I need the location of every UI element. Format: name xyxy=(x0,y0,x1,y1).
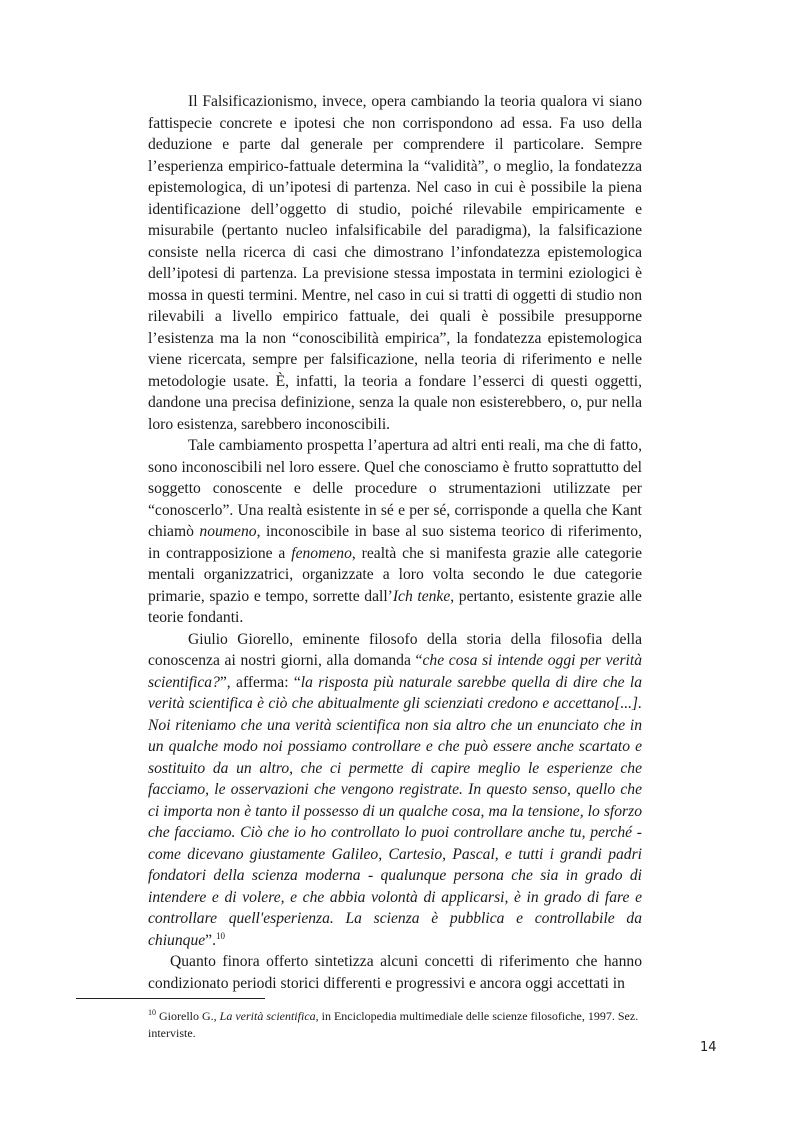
footnote xyxy=(148,1008,648,1042)
footnote-title: La verità scientifica xyxy=(219,1009,316,1023)
footnote-details: , in Enciclopedia multimediale delle scienze filosofiche, 1997. Sez. interviste. xyxy=(148,1009,639,1040)
footnote-author: Giorello G., xyxy=(156,1009,220,1023)
italic-term-fenomeno: fenomeno xyxy=(291,544,352,562)
italic-term-ich-tenke: Ich tenke xyxy=(392,587,451,605)
paragraph-text: Giulio Giorello, eminente filosofo della storia della filosofia della conoscenza ai nostri giorni, alla domanda “ xyxy=(148,630,642,669)
paragraph-text: , pertanto, esistente grazie alle teorie fondanti. xyxy=(148,587,642,626)
paragraph-text: Quanto finora offerto sintetizza alcuni concetti di riferimento che hanno condizionato periodi storici differenti e progressivi e ancora oggi accettati in xyxy=(148,953,642,992)
paragraph-text: , inconoscibile in base al suo sistema teorico di riferimento, in contrapposizione a xyxy=(148,523,642,562)
footnote-reference[interactable]: 10 xyxy=(216,930,225,941)
paragraph-falsificazionismo xyxy=(148,91,642,435)
paragraph-text: Tale cambiamento prospetta l’apertura ad altri enti reali, ma che di fatto, sono inconoscibili nel loro essere. Quel che conosciamo è frutto soprattutto del soggetto conoscente e delle procedure o strumentazioni utilizzate per “conoscerlo”. Una realtà esistente in sé e per sé, corrisponde a quella che Kant chiamò xyxy=(148,437,642,540)
paragraph-text: , realtà che si manifesta grazie alle categorie mentali organizzatrici, organizzate a loro volta secondo le due categorie primarie, spazio e tempo, sorrette dall’ xyxy=(148,544,642,605)
page-number: 14 xyxy=(700,1040,717,1055)
paragraph-cambiamento xyxy=(148,435,642,629)
paragraph-quanto xyxy=(148,951,642,994)
paragraph-text: Il Falsificazionismo, invece, opera cambiando la teoria qualora vi siano fattispecie concrete e ipotesi che non corrispondono ad essa. Fa uso della deduzione e parte dal generale per comprendere il particolare. Sempre l’esperienza empirico-fattuale determina la “validità”, o meglio, la fondatezza epistemologica, di un’ipotesi di partenza. Nel caso in cui è possibile la piena identificazione dell’oggetto di studio, poiché rilevabile empiricamente e misurabile (pertanto nucleo infalsificabile del paradigma), la falsificazione consiste nella ricerca di casi che dimostrano l’infondatezza epistemologica dell’ipotesi di partenza. La previsione stessa impostata in termini eziologici è mossa in questi termini. Mentre, nel caso in cui si tratti di oggetti di studio non rilevabili a livello empirico fattuale, dei quali è possibile presupporne l’esistenza ma la non “conoscibilità empirica”, la fondatezza epistemologica viene ricercata, sempre per falsificazione, nella teoria di riferimento e nelle metodologie usate. È, infatti, la teoria a fondare l’esserci di questi oggetti, dandone una precisa definizione, senza la quale non esisterebbero, o, pur nella loro esistenza, sarebbero inconoscibili. xyxy=(148,93,642,433)
paragraph-giorello xyxy=(148,629,642,952)
italic-quotation: la risposta più naturale sarebbe quella di dire che la verità scientifica è ciò che abitualmente gli scienziati credono e accettano[...]. Noi riteniamo che una verità scientifica non sia altro che un enunciato che in un qualche modo noi possiamo controllare e che può essere anche scartato e sostituito da un altro, che ci permette di capire meglio le esperienze che facciamo, le osservazioni che vengono registrate. In questo senso, quello che ci importa non è tanto il possesso di un qualche cosa, ma la tensione, lo sforzo che facciamo. Ciò che io ho controllato lo puoi controllare anche tu, perché - come dicevano giustamente Galileo, Cartesio, Pascal, e tutti i grandi padri fondatori della scienza moderna - qualunque persona che sia in grado di intendere e di volere, e che abbia volontà di applicarsi, è in grado di fare e controllare quell'esperienza. La scienza è pubblica e controllabile da chiunque xyxy=(148,673,643,949)
body-text xyxy=(148,91,642,994)
paragraph-text: ”, afferma: “ xyxy=(219,673,301,691)
footnote-divider xyxy=(76,998,265,999)
italic-term-noumeno: noumeno xyxy=(199,523,257,540)
italic-question: che cosa si intende oggi per verità scientifica? xyxy=(148,652,642,691)
paragraph-text: ”. xyxy=(205,931,216,949)
footnote-number: 10 xyxy=(148,1008,156,1017)
